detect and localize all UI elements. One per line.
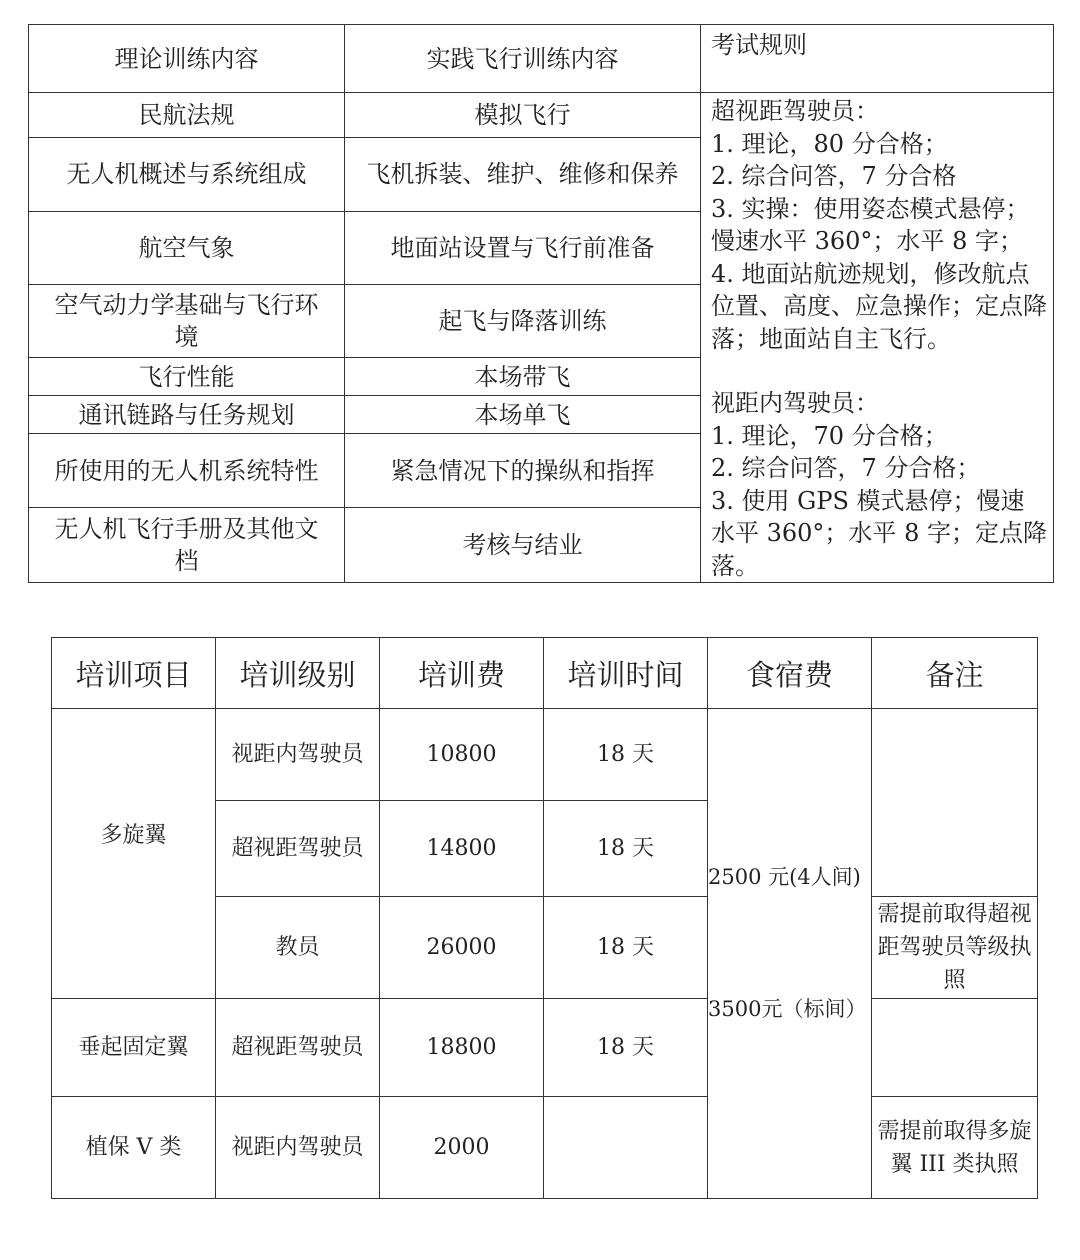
note-cell bbox=[872, 999, 1038, 1097]
theory-cell: 民航法规 bbox=[29, 93, 345, 138]
project-cell-plant: 植保 V 类 bbox=[52, 1097, 216, 1199]
note-cell bbox=[872, 709, 1038, 897]
board-option: 3500元（标间） bbox=[708, 997, 867, 1021]
time-cell: 18 天 bbox=[544, 897, 708, 999]
time-cell: 18 天 bbox=[544, 801, 708, 897]
board-option: 2500 元(4人间) bbox=[708, 865, 861, 889]
level-cell: 教员 bbox=[216, 897, 380, 999]
bvlos-rule: 2. 综合问答，7 分合格 bbox=[711, 162, 957, 190]
vlos-rule: 2. 综合问答，7 分合格； bbox=[711, 454, 981, 482]
time-cell: 18 天 bbox=[544, 999, 708, 1097]
level-cell: 视距内驾驶员 bbox=[216, 1097, 380, 1199]
project-cell-multirotor: 多旋翼 bbox=[52, 709, 216, 999]
practice-cell: 考核与结业 bbox=[345, 507, 701, 582]
header-exam-rules: 考试规则 bbox=[701, 25, 1054, 93]
bvlos-rule: 4. 地面站航迹规划，修改航点位置、高度、应急操作；定点降落；地面站自主飞行。 bbox=[711, 259, 1047, 353]
project-cell-vtol: 垂起固定翼 bbox=[52, 999, 216, 1097]
header-board: 食宿费 bbox=[708, 638, 872, 709]
theory-cell: 无人机概述与系统组成 bbox=[29, 138, 345, 211]
header-practice: 实践飞行训练内容 bbox=[345, 25, 701, 93]
vlos-rule: 1. 理论，70 分合格； bbox=[711, 421, 948, 450]
theory-cell: 通讯链路与任务规划 bbox=[29, 396, 345, 434]
theory-cell: 所使用的无人机系统特性 bbox=[29, 434, 345, 507]
theory-cell: 飞行性能 bbox=[29, 358, 345, 396]
time-cell: 18 天 bbox=[544, 709, 708, 801]
training-content-table bbox=[28, 24, 1054, 583]
theory-cell: 空气动力学基础与飞行环境 bbox=[29, 284, 345, 357]
header-time: 培训时间 bbox=[544, 638, 708, 709]
fee-cell: 26000 bbox=[380, 897, 544, 999]
header-fee: 培训费 bbox=[380, 638, 544, 709]
level-cell: 视距内驾驶员 bbox=[216, 709, 380, 801]
theory-cell: 无人机飞行手册及其他文档 bbox=[29, 507, 345, 582]
practice-cell: 紧急情况下的操纵和指挥 bbox=[345, 434, 701, 507]
header-theory: 理论训练内容 bbox=[29, 25, 345, 93]
training-fee-table bbox=[51, 637, 1038, 1199]
header-note: 备注 bbox=[872, 638, 1038, 709]
note-cell: 需提前取得超视距驾驶员等级执照 bbox=[872, 897, 1038, 999]
practice-cell: 本场单飞 bbox=[345, 396, 701, 434]
exam-rules-cell bbox=[701, 93, 1054, 583]
bvlos-rule: 3. 实操：使用姿态模式悬停；慢速水平 360°；水平 8 字； bbox=[711, 194, 1030, 255]
vlos-rule: 3. 使用 GPS 模式悬停；慢速水平 360°；水平 8 字；定点降落。 bbox=[711, 486, 1047, 580]
note-cell: 需提前取得多旋翼 III 类执照 bbox=[872, 1097, 1038, 1199]
header-project: 培训项目 bbox=[52, 638, 216, 709]
fee-cell: 2000 bbox=[380, 1097, 544, 1199]
bvlos-rule: 1. 理论，80 分合格； bbox=[711, 129, 948, 158]
practice-cell: 模拟飞行 bbox=[345, 93, 701, 138]
bvlos-title: 超视距驾驶员： bbox=[711, 97, 879, 125]
practice-cell: 飞机拆装、维护、维修和保养 bbox=[345, 138, 701, 211]
practice-cell: 本场带飞 bbox=[345, 358, 701, 396]
theory-cell: 航空气象 bbox=[29, 211, 345, 284]
level-cell: 超视距驾驶员 bbox=[216, 801, 380, 897]
practice-cell: 地面站设置与飞行前准备 bbox=[345, 211, 701, 284]
fee-cell: 18800 bbox=[380, 999, 544, 1097]
practice-cell: 起飞与降落训练 bbox=[345, 284, 701, 357]
header-level: 培训级别 bbox=[216, 638, 380, 709]
fee-cell: 10800 bbox=[380, 709, 544, 801]
time-cell bbox=[544, 1097, 708, 1199]
board-fee-cell bbox=[708, 709, 872, 1199]
fee-cell: 14800 bbox=[380, 801, 544, 897]
vlos-title: 视距内驾驶员： bbox=[711, 389, 879, 417]
level-cell: 超视距驾驶员 bbox=[216, 999, 380, 1097]
